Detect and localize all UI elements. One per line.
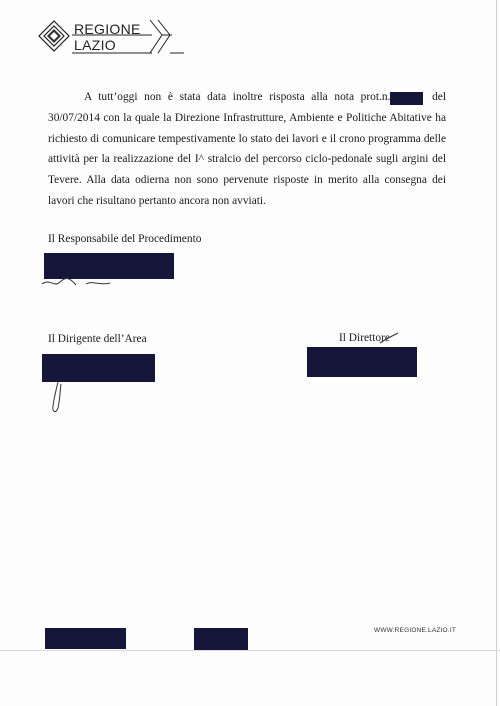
scan-edge-right bbox=[496, 0, 497, 706]
responsabile-label: Il Responsabile del Procedimento bbox=[48, 233, 202, 245]
regione-lazio-logo bbox=[36, 18, 166, 58]
scan-edge-bottom bbox=[0, 650, 500, 651]
body-text-after: del 30/07/2014 con la quale la Direzione Infrastrutture, Ambiente e Politiche Abitative ha richiesto di comunicare tempestivamente lo stato dei lavori e il crono programma delle attività per la realizzazione del I^ stralcio del percorso ciclo-pedonale sugli argini del Tevere. Alla data odierna non sono pervenute risposte in merito alla consegna dei lavori che risultano pertanto ancora non avviati. bbox=[48, 91, 446, 207]
logo-text-regione: REGIONE bbox=[74, 21, 141, 37]
direttore-signature-stroke bbox=[378, 331, 400, 347]
dirigente-signature-stroke bbox=[48, 380, 68, 416]
regione-lazio-seal-icon bbox=[36, 18, 72, 54]
body-text-before: A tutt’oggi non è stata data inoltre risposta alla nota prot.n. bbox=[84, 91, 391, 103]
direttore-label: Il Direttore bbox=[339, 332, 390, 344]
body-paragraph bbox=[48, 87, 446, 212]
redacted-protocol-number bbox=[390, 92, 423, 105]
redacted-dirigente-name bbox=[42, 354, 155, 382]
logo-text-lazio: LAZIO bbox=[74, 37, 116, 53]
footer-website: WWW.REGIONE.LAZIO.IT bbox=[374, 627, 456, 634]
responsabile-signature-stroke bbox=[40, 276, 150, 290]
redacted-footer-block-middle bbox=[194, 628, 248, 650]
redacted-footer-block-left bbox=[45, 628, 126, 649]
dirigente-label: Il Dirigente dell’Area bbox=[48, 333, 147, 345]
redacted-direttore-name bbox=[307, 347, 417, 377]
